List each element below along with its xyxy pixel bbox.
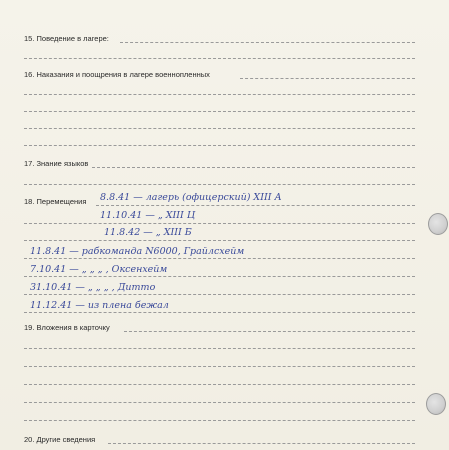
section-17-line [92, 167, 415, 168]
section-18-line-4 [24, 258, 415, 259]
movement-entry-3: 11.8.42 — „ XIII Б [104, 227, 192, 238]
punch-hole-upper [428, 213, 448, 235]
movement-entry-7: 11.12.41 — из плена бежал [30, 300, 169, 311]
section-19-line-6 [24, 420, 415, 421]
movement-entry-1: 8.8.41 — лагерь (офицерский) XIII А [100, 192, 282, 203]
section-16-line-4 [24, 128, 415, 129]
section-15-label: 15. Поведение в лагере: [24, 34, 109, 43]
section-20-label: 20. Другие сведения [24, 435, 96, 444]
section-19-line-4 [24, 384, 415, 385]
movement-entry-4: 11.8.41 — рабкоманда N6000, Грайлсхейм [30, 246, 245, 257]
section-16-line-2 [24, 94, 415, 95]
section-18-line-1 [96, 205, 415, 206]
section-18-label: 18. Перемещения [24, 197, 87, 206]
section-19-line-3 [24, 366, 415, 367]
movement-entry-6: 31.10.41 — „ „ „ , Дитто [30, 282, 156, 293]
section-16-label: 16. Наказания и поощрения в лагере военнопленных [24, 70, 210, 79]
movement-entry-5: 7.10.41 — „ „ „ , Оксенхейм [30, 264, 168, 275]
section-20-line [108, 443, 415, 444]
section-18-line-2 [24, 223, 415, 224]
section-15-line-2 [24, 58, 415, 59]
section-19-line [124, 331, 415, 332]
section-19-line-5 [24, 402, 415, 403]
section-18-line-6 [24, 294, 415, 295]
section-16-line-5 [24, 145, 415, 146]
section-19-line-2 [24, 348, 415, 349]
section-17-line-2 [24, 184, 415, 185]
section-16-line [240, 78, 415, 79]
section-19-label: 19. Вложения в карточку [24, 323, 110, 332]
movement-entry-2: 11.10.41 — „ XIII Ц [100, 210, 196, 221]
punch-hole-lower [426, 393, 446, 415]
section-18-line-7 [24, 312, 415, 313]
section-18-line-5 [24, 276, 415, 277]
section-17-label: 17. Знание языков [24, 159, 89, 168]
section-18-line-3 [24, 240, 415, 241]
section-16-line-3 [24, 111, 415, 112]
section-15-line [120, 42, 415, 43]
